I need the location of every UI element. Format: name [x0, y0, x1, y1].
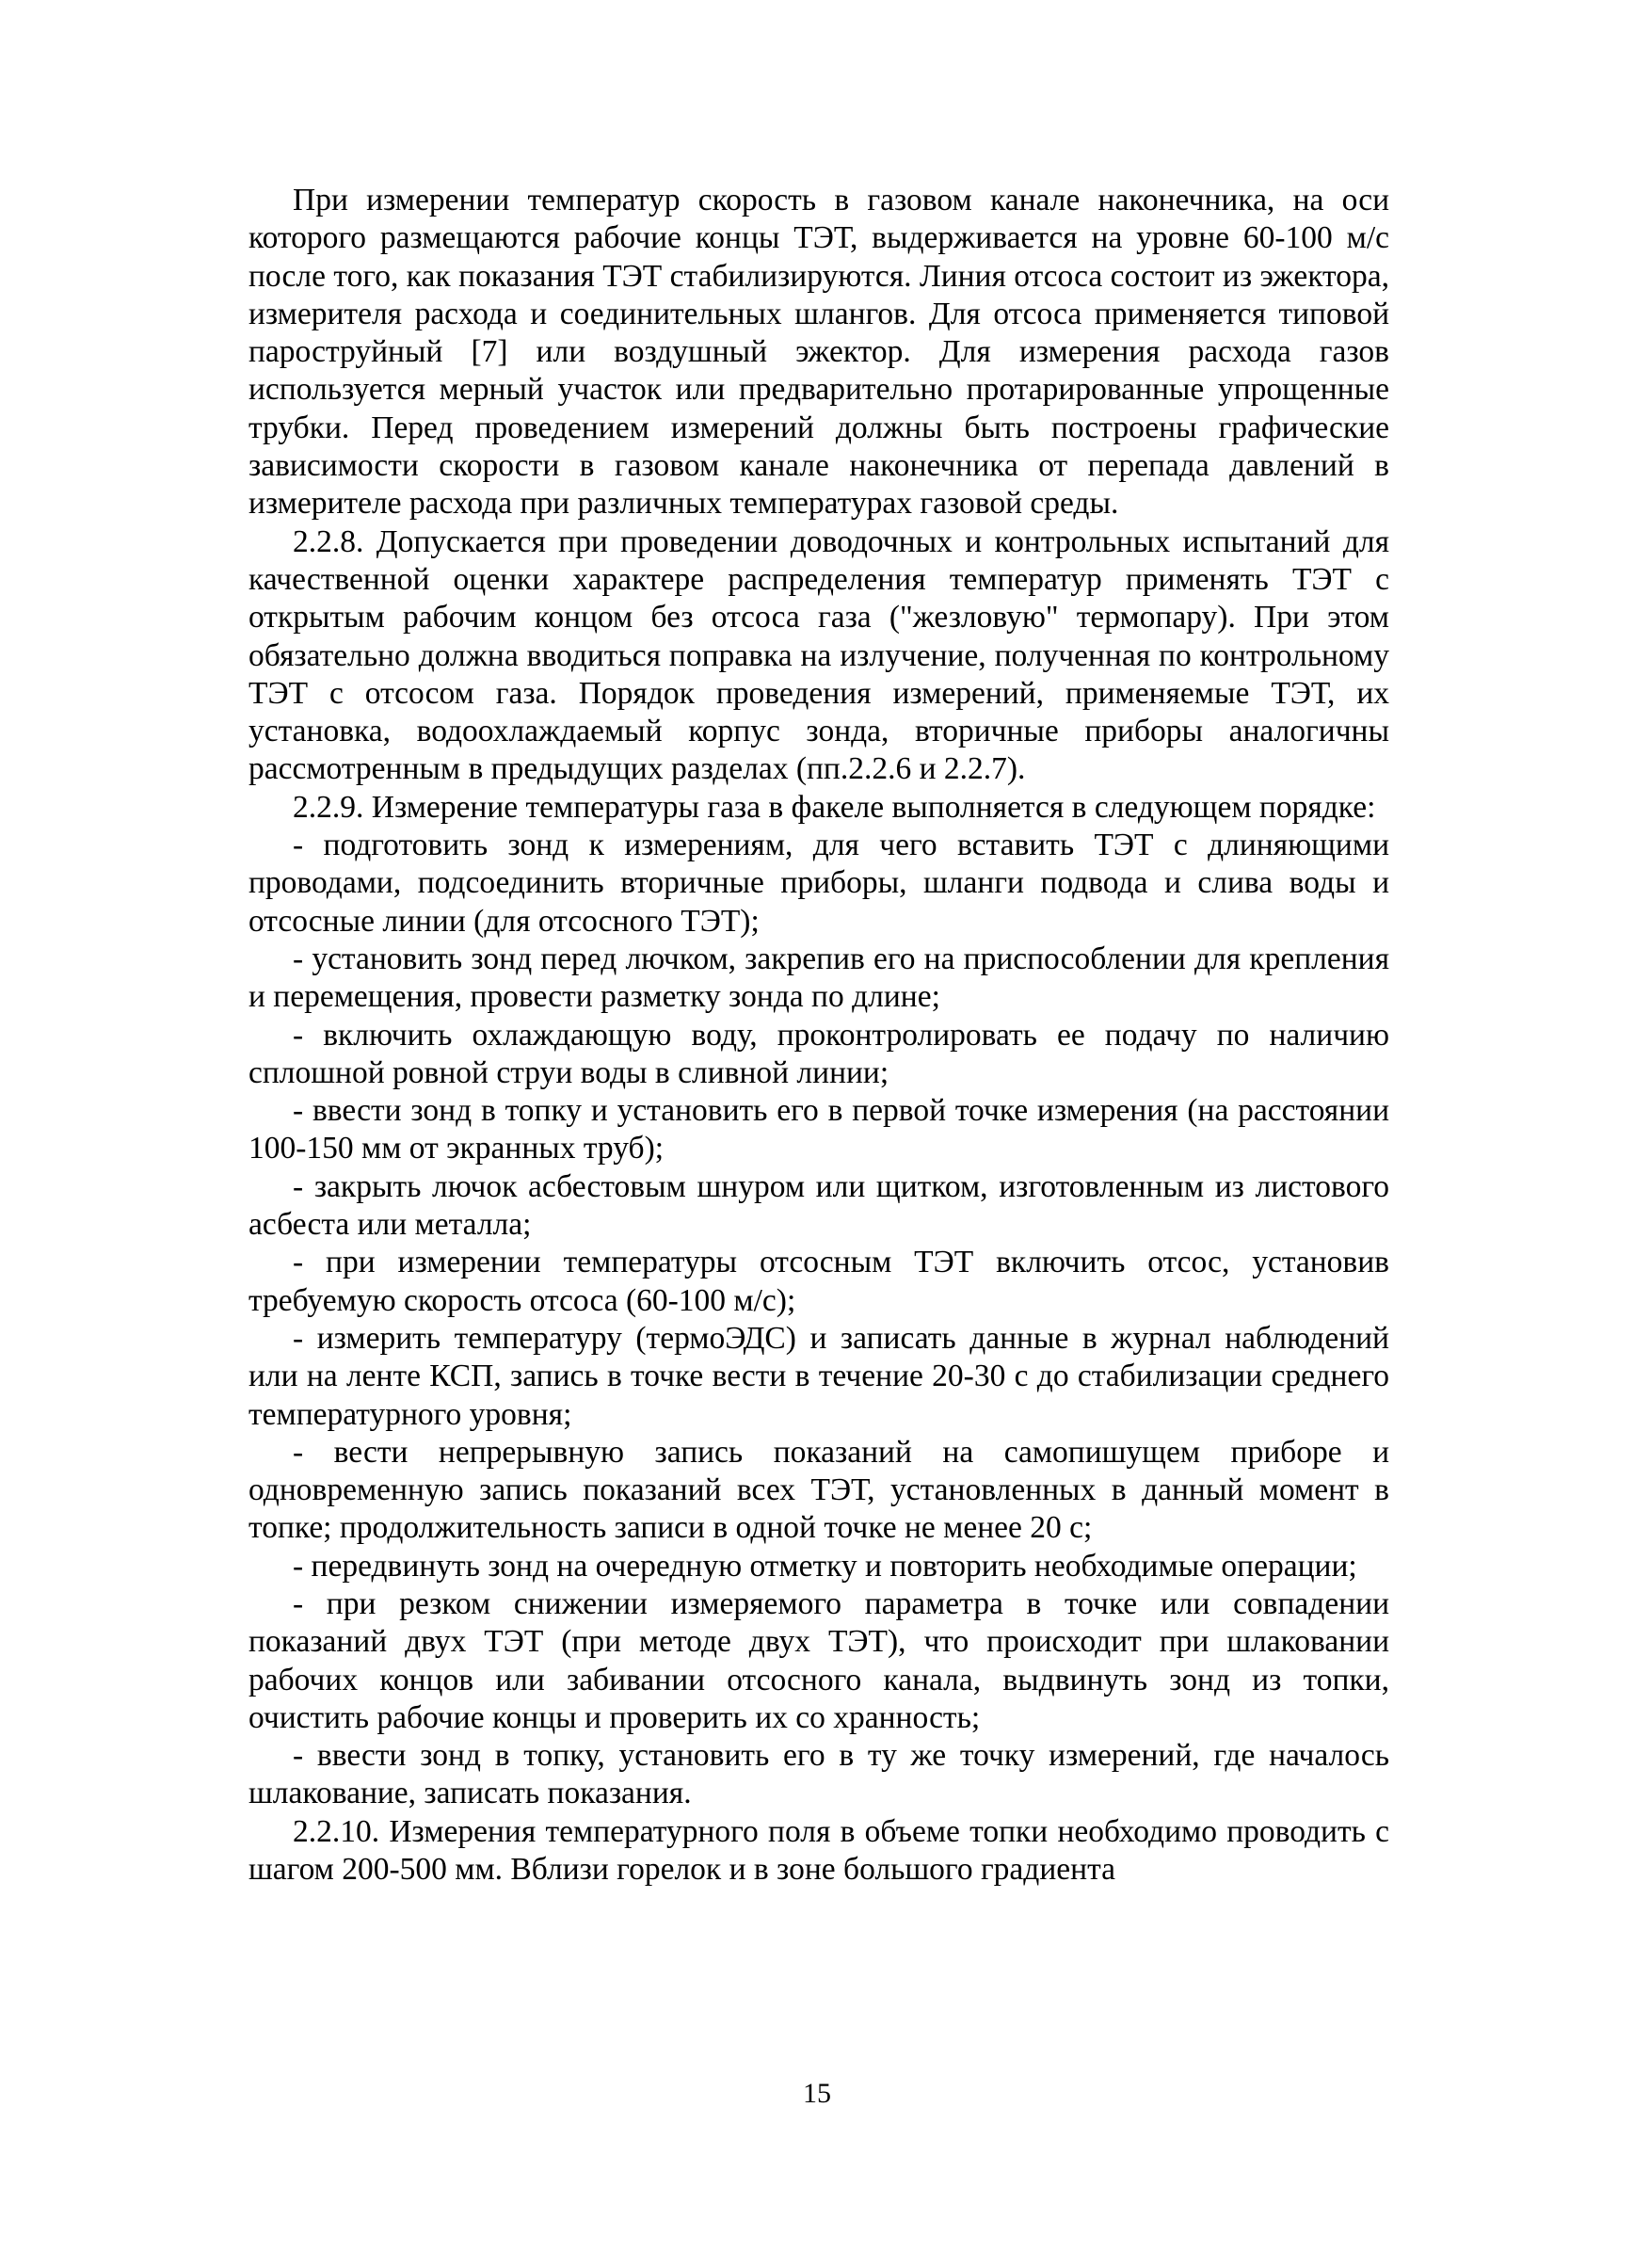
page-number: 15 — [803, 2078, 831, 2109]
list-item-suction-on: - при измерении температуры отсосным ТЭТ включить отсос, установив требуемую скорость отсоса (60-100 м/с); — [248, 1245, 1389, 1318]
list-item-move-probe: - передвинуть зонд на очередную отметку и повторить необходимые операции; — [293, 1548, 1357, 1584]
list-item-measure-temperature: - измерить температуру (термоЭДС) и записать данные в журнал наблюдений или на ленте КСП, запись в точке вести в течение 20-30 с до стабилизации среднего температурного уровня; — [248, 1320, 1389, 1432]
list-item-continuous-recording: - вести непрерывную запись показаний на самопишущем приборе и одновременную запись показаний всех ТЭТ, установленных в данный момент в топке; продолжительность записи в одной точке не менее 20 с; — [248, 1434, 1389, 1546]
paragraph-2-2-8: 2.2.8. Допускается при проведении доводочных и контрольных испытаний для качественной оценки характере распределения температур применять ТЭТ с открытым рабочим концом без отсоса газа ("жезловую" термопару). При этом обязательно должна вводиться поправка на излучение, полученная по контрольному ТЭТ с отсосом газа. Порядок проведения измерений, применяемые ТЭТ, их установка, водоохлаждаемый корпус зонда, вторичные приборы аналогичны рассмотренным в предыдущих разделах (пп.2.2.6 и 2.2.7). — [248, 523, 1389, 787]
body-text — [248, 182, 1389, 1889]
list-item-prepare-probe: - подготовить зонд к измерениям, для чего вставить ТЭТ с длиняющими проводами, подсоединить вторичные приборы, шланги подвода и слива воды и отсосные линии (для отсосного ТЭТ); — [248, 828, 1389, 939]
list-item-reinsert-probe: - ввести зонд в топку, установить его в ту же точку измерений, где началось шлакование, записать показания. — [248, 1738, 1389, 1811]
list-item-insert-probe: - ввести зонд в топку и установить его в первой точке измерения (на расстоянии 100-150 мм от экранных труб); — [248, 1093, 1389, 1166]
list-item-close-hatch: - закрыть лючок асбестовым шнуром или щитком, изготовленным из листового асбеста или металла; — [248, 1168, 1389, 1243]
paragraph-2-2-9: 2.2.9. Измерение температуры газа в факеле выполняется в следующем порядке: — [293, 789, 1376, 825]
list-item-clean-probe: - при резком снижении измеряемого параметра в точке или совпадении показаний двух ТЭТ (при методе двух ТЭТ), что происходит при шлаковании рабочих концов или забивании отсосного канала, выдвинуть зонд из топки, очистить рабочие концы и проверить их со хранность; — [248, 1585, 1389, 1735]
list-item-install-probe: - установить зонд перед лючком, закрепив его на приспособлении для крепления и перемещения, провести разметку зонда по длине; — [248, 941, 1389, 1015]
paragraph-2-2-10: 2.2.10. Измерения температурного поля в объеме топки необходимо проводить с шагом 200-500 мм. Вблизи горелок и в зоне большого градиента — [248, 1813, 1389, 1888]
list-item-cooling-water: - включить охлаждающую воду, проконтролировать ее подачу по наличию сплошной ровной струи воды в сливной линии; — [248, 1017, 1389, 1090]
paragraph-gas-channel-speed: При измерении температур скорость в газовом канале наконечника, на оси которого размещаются рабочие концы ТЭТ, выдерживается на уровне 60-100 м/с после того, как показания ТЭТ стабилизируются. Линия отсоса состоит из эжектора, измерителя расхода и соединительных шлангов. Для отсоса применяется типовой пароструйный [7] или воздушный эжектор. Для измерения расхода газов используется мерный участок или предварительно протарированные упрощенные трубки. Перед проведением измерений должны быть построены графические зависимости скорости в газовом канале наконечника от перепада давлений в измерителе расхода при различных температурах газовой среды. — [248, 183, 1389, 522]
